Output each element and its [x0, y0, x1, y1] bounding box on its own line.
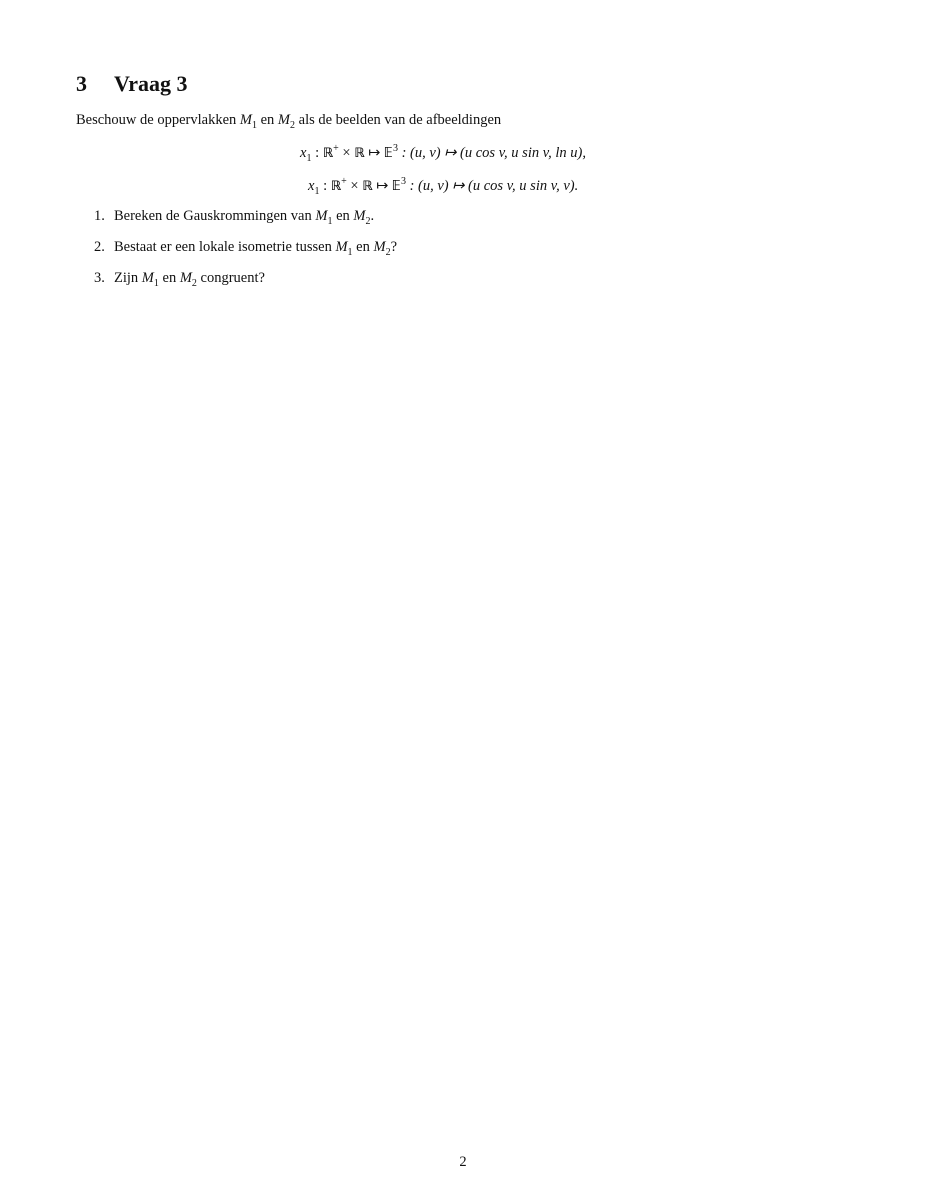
eq-reals-superscript: + — [341, 176, 347, 188]
eq-maps: ↦ — [372, 178, 393, 194]
intro-text: en — [256, 112, 278, 128]
eq-maps: ↦ — [364, 145, 385, 161]
intro-text: Beschouw de oppervlakken — [76, 112, 240, 128]
question-text: Bereken de Gauskrommingen van — [114, 208, 316, 224]
section-heading — [76, 70, 188, 98]
question-number: 1. — [94, 208, 105, 224]
eq-reals: ℝ — [322, 146, 334, 161]
question-text: en — [332, 208, 354, 224]
math-m2: M — [353, 208, 366, 224]
math-m1: M — [141, 270, 154, 286]
math-m2: M — [373, 239, 386, 255]
eq-lhs-subscript: 1 — [306, 152, 312, 164]
question-item-1 — [94, 206, 397, 226]
question-list — [94, 206, 397, 299]
eq-reals: ℝ — [354, 146, 365, 161]
question-text: en — [352, 239, 374, 255]
equation-1 — [300, 143, 586, 164]
question-text: congruent? — [196, 270, 265, 286]
math-m1-subscript: 1 — [153, 277, 159, 289]
question-item-3 — [94, 268, 397, 288]
question-text: Zijn — [114, 270, 142, 286]
math-m2-subscript: 2 — [365, 215, 371, 227]
math-m1-subscript: 1 — [327, 215, 333, 227]
eq-reals: ℝ — [362, 179, 373, 194]
intro-text: als de beelden van de afbeeldingen — [295, 112, 502, 128]
question-item-2 — [94, 237, 397, 257]
eq-times: × — [338, 145, 355, 161]
equation-2 — [308, 176, 578, 197]
section-number: 3 — [76, 71, 87, 96]
eq-mapping: : (u, v) ↦ (u cos v, u sin v, ln u), — [397, 145, 586, 161]
eq-euclidean-superscript: 3 — [400, 176, 406, 188]
eq-euclidean: 𝔼 — [392, 179, 401, 194]
eq-colon: : — [311, 145, 323, 161]
eq-reals-superscript: + — [333, 143, 339, 155]
math-m1: M — [239, 112, 252, 128]
eq-reals: ℝ — [330, 179, 342, 194]
math-m1: M — [315, 208, 328, 224]
question-text: . — [370, 208, 375, 224]
eq-lhs-subscript: 1 — [314, 185, 320, 197]
eq-mapping: : (u, v) ↦ (u cos v, u sin v, v). — [405, 178, 579, 194]
section-title: Vraag 3 — [114, 71, 188, 96]
eq-colon: : — [319, 178, 331, 194]
math-m2: M — [179, 270, 192, 286]
question-number: 2. — [94, 239, 105, 255]
eq-euclidean-superscript: 3 — [392, 143, 398, 155]
intro-paragraph — [76, 110, 501, 130]
math-m1-subscript: 1 — [347, 246, 353, 258]
math-m1: M — [335, 239, 348, 255]
math-m2: M — [277, 112, 291, 128]
math-m2-subscript: 2 — [290, 119, 296, 131]
math-m2-subscript: 2 — [191, 277, 197, 289]
question-number: 3. — [94, 270, 105, 286]
math-m1-subscript: 1 — [251, 119, 257, 131]
question-text: en — [158, 270, 180, 286]
eq-lhs: x — [300, 145, 307, 161]
question-text: Bestaat er een lokale isometrie tussen — [114, 239, 336, 255]
eq-euclidean: 𝔼 — [384, 146, 393, 161]
eq-times: × — [346, 178, 363, 194]
page-number: 2 — [459, 1154, 467, 1170]
math-m2-subscript: 2 — [385, 246, 391, 258]
eq-lhs: x — [308, 178, 315, 194]
question-text: ? — [390, 239, 398, 255]
